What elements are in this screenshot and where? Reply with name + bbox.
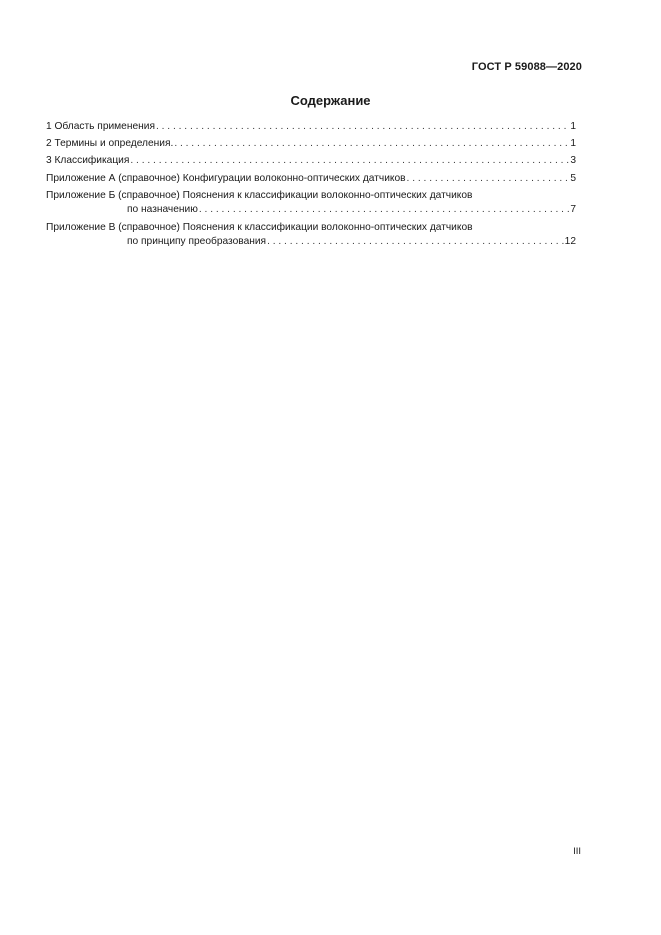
toc-entry-appendix-v[interactable] <box>46 221 576 250</box>
toc-leader-dots <box>266 235 565 250</box>
toc-leader-dots <box>155 120 570 135</box>
page-number: III <box>573 846 581 857</box>
toc-entry-appendix-a[interactable] <box>46 172 576 187</box>
standard-code: ГОСТ Р 59088—2020 <box>471 61 582 73</box>
table-of-contents <box>46 120 576 252</box>
toc-entry-label: по назначению <box>127 204 198 216</box>
toc-leader-dots <box>129 154 570 169</box>
toc-entry-page: 12 <box>564 236 576 248</box>
toc-entry-terms[interactable] <box>46 137 576 152</box>
toc-title: Содержание <box>290 93 371 108</box>
toc-entry-page: 3 <box>570 155 576 167</box>
toc-entry-classification[interactable] <box>46 154 576 169</box>
toc-entry-label: 3 Классификация <box>46 155 130 167</box>
toc-entry-label: Приложение А (справочное) Конфигурации волоконно-оптических датчиков <box>46 172 406 184</box>
toc-entry-page: 1 <box>570 138 576 150</box>
toc-entry-scope[interactable] <box>46 120 576 135</box>
toc-entry-first-line: Приложение Б (справочное) Пояснения к классификации волоконно-оптических датчиков <box>46 189 473 201</box>
toc-entry-page: 5 <box>570 172 576 184</box>
toc-leader-dots <box>198 203 570 218</box>
toc-leader-dots <box>173 137 570 152</box>
toc-entry-label: по принципу преобразования <box>127 236 267 248</box>
toc-leader-dots <box>406 172 571 187</box>
toc-entry-first-line: Приложение В (справочное) Пояснения к классификации волоконно-оптических датчиков <box>46 221 473 233</box>
toc-entry-page: 1 <box>570 121 576 132</box>
toc-entry-page: 7 <box>570 204 576 216</box>
toc-entry-label: 2 Термины и определения. <box>46 138 174 150</box>
toc-entry-label: 1 Область применения <box>46 121 155 132</box>
toc-entry-appendix-b[interactable] <box>46 189 576 218</box>
